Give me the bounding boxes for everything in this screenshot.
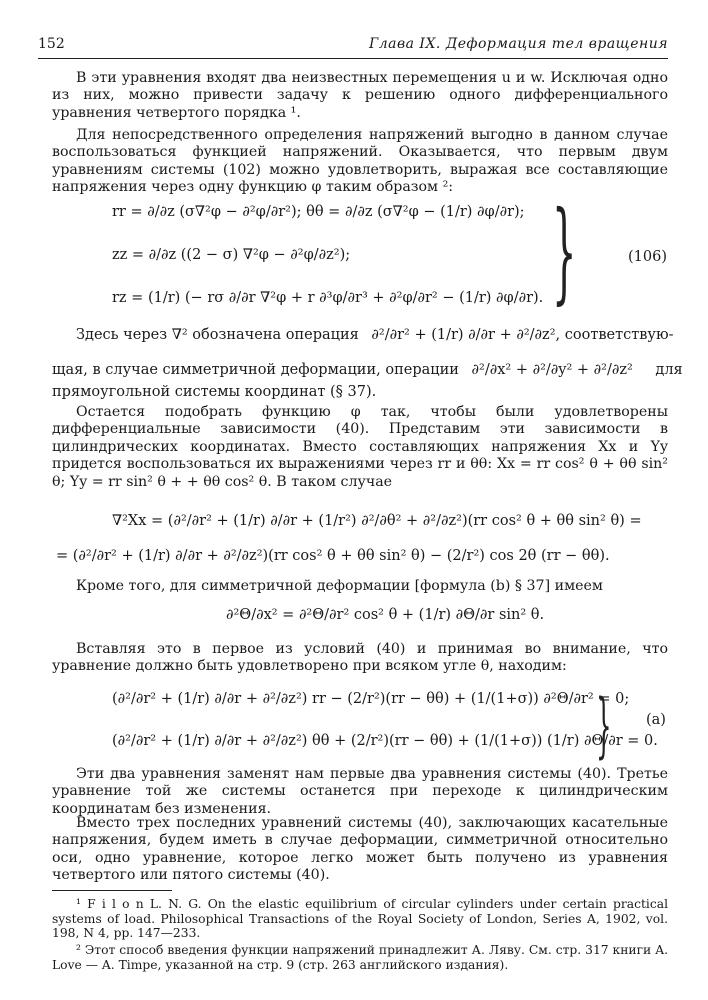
paragraph-4 (52, 404, 668, 491)
equation-number-a: (a) (646, 712, 666, 728)
equation-laplacian-line-2: = (∂²/∂r² + (1/r) ∂/∂r + ∂²/∂z²)(rr cos² θ + θθ sin² θ) − (2/r²) cos 2θ (rr − θθ). (56, 548, 610, 564)
right-brace: } (552, 187, 577, 315)
right-brace-a: } (596, 684, 612, 766)
equation-number-106: (106) (628, 249, 667, 265)
paragraph-text: , соответствую- (555, 327, 674, 343)
paragraph-8 (52, 815, 668, 885)
paragraph-7 (52, 766, 668, 818)
paragraph-3-line-2 (52, 362, 683, 378)
paragraph-text: для (655, 362, 683, 378)
equation-106-line-3: rz = (1/r) (− rσ ∂/∂r ∇²φ + r ∂³φ/∂r³ + ∂²φ/∂r² − (1/r) ∂φ/∂r). (112, 290, 544, 306)
paragraph-text: В эти уравнения входят два неизвестных перемещения u и w. Исключая одно из них, можно привести задачу к решению одного дифференциального уравнения четвертого порядка ¹. (52, 70, 668, 121)
footnote-text: ² Этот способ введения функции напряжений принадлежит А. Ляву. См. стр. 317 книги A. Love — A. Timpe, указанной на стр. 9 (стр. 263 английского издания). (52, 943, 668, 972)
running-title: Глава IX. Деформация тел вращения (368, 36, 668, 52)
paragraph-1 (52, 70, 668, 122)
header-rule (38, 58, 668, 59)
page-header (38, 36, 668, 58)
equation-a-line-1: (∂²/∂r² + (1/r) ∂/∂r + ∂²/∂z²) rr − (2/r²)(rr − θθ) + (1/(1+σ)) ∂²Θ/∂r² = 0; (112, 691, 630, 707)
page-number: 152 (38, 36, 65, 52)
footnote-rule (52, 890, 172, 891)
paragraph-5 (52, 578, 668, 595)
paragraph-text: щая, в случае симметричной деформации, операции (52, 362, 459, 378)
equation-a-line-2: (∂²/∂r² + (1/r) ∂/∂r + ∂²/∂z²) θθ + (2/r²)(rr − θθ) + (1/(1+σ)) (1/r) ∂Θ/∂r = 0. (112, 733, 658, 749)
paragraph-text: Эти два уравнения заменят нам первые два уравнения системы (40). Третье уравнение той же системы останется при переходе к цилиндрическим координатам без изменения. (52, 766, 668, 817)
footnote-text: ¹ F i l o n L. N. G. On the elastic equilibrium of circular cylinders under certain practical systems of load. Philosophical Transactions of the Royal Society of London, Series A, 1902, vol. 198, N 4, pp. 147—233. (52, 897, 668, 941)
paragraph-3-line-1 (76, 327, 673, 343)
paragraph-3-line-3: прямоугольной системы координат (§ 37). (52, 384, 377, 400)
paragraph-text: Здесь через ∇² обозначена операция (76, 327, 359, 343)
equation-106-line-1: rr = ∂/∂z (σ∇²φ − ∂²φ/∂r²); θθ = ∂/∂z (σ∇²φ − (1/r) ∂φ/∂r); (112, 204, 525, 220)
paragraph-text: Вставляя это в первое из условий (40) и принимая во внимание, что уравнение должно быть удовлетворено при всяком угле θ, находим: (52, 641, 668, 675)
footnote-2 (52, 943, 668, 972)
equation-theta: ∂²Θ/∂x² = ∂²Θ/∂r² cos² θ + (1/r) ∂Θ/∂r sin² θ. (226, 607, 545, 623)
paragraph-6 (52, 641, 668, 676)
paragraph-text: Остается подобрать функцию φ так, чтобы были удовлетворены дифференциальные зависимости (40). Представим эти зависимости в цилиндрических координатах. Вместо составляющих напряжения Xx и Yy придется воспользоваться их выражениями через rr и θθ: Xx = rr cos² θ + θθ sin² θ; Yy = rr sin² θ + + θθ cos² θ. В таком случае (52, 404, 668, 490)
equation-106-line-2: zz = ∂/∂z ((2 − σ) ∇²φ − ∂²φ/∂z²); (112, 247, 351, 263)
paragraph-text: Вместо трех последних уравнений системы (40), заключающих касательные напряжения, будем иметь в случае деформации, симметричной относительно оси, одно уравнение, которое легко может быть получено из уравнения четвертого или пятого системы (40). (52, 815, 668, 884)
equation-laplacian-line-1: ∇²Xx = (∂²/∂r² + (1/r) ∂/∂r + (1/r²) ∂²/∂θ² + ∂²/∂z²)(rr cos² θ + θθ sin² θ) = (112, 513, 642, 529)
paragraph-text: Для непосредственного определения напряжений выгодно в данном случае воспользоваться функцией напряжений. Оказывается, что первым двум уравнениям системы (102) можно удовлетворить, выражая все составляющие напряжения через одну функцию φ таким образом ²: (52, 127, 668, 196)
laplace-operator-cartesian: ∂²/∂x² + ∂²/∂y² + ∂²/∂z² (471, 362, 633, 378)
footnote-1 (52, 897, 668, 941)
laplace-operator-cylindrical: ∂²/∂r² + (1/r) ∂/∂r + ∂²/∂z² (371, 327, 556, 343)
paragraph-text: Кроме того, для симметричной деформации [формула (b) § 37] имеем (76, 578, 603, 594)
